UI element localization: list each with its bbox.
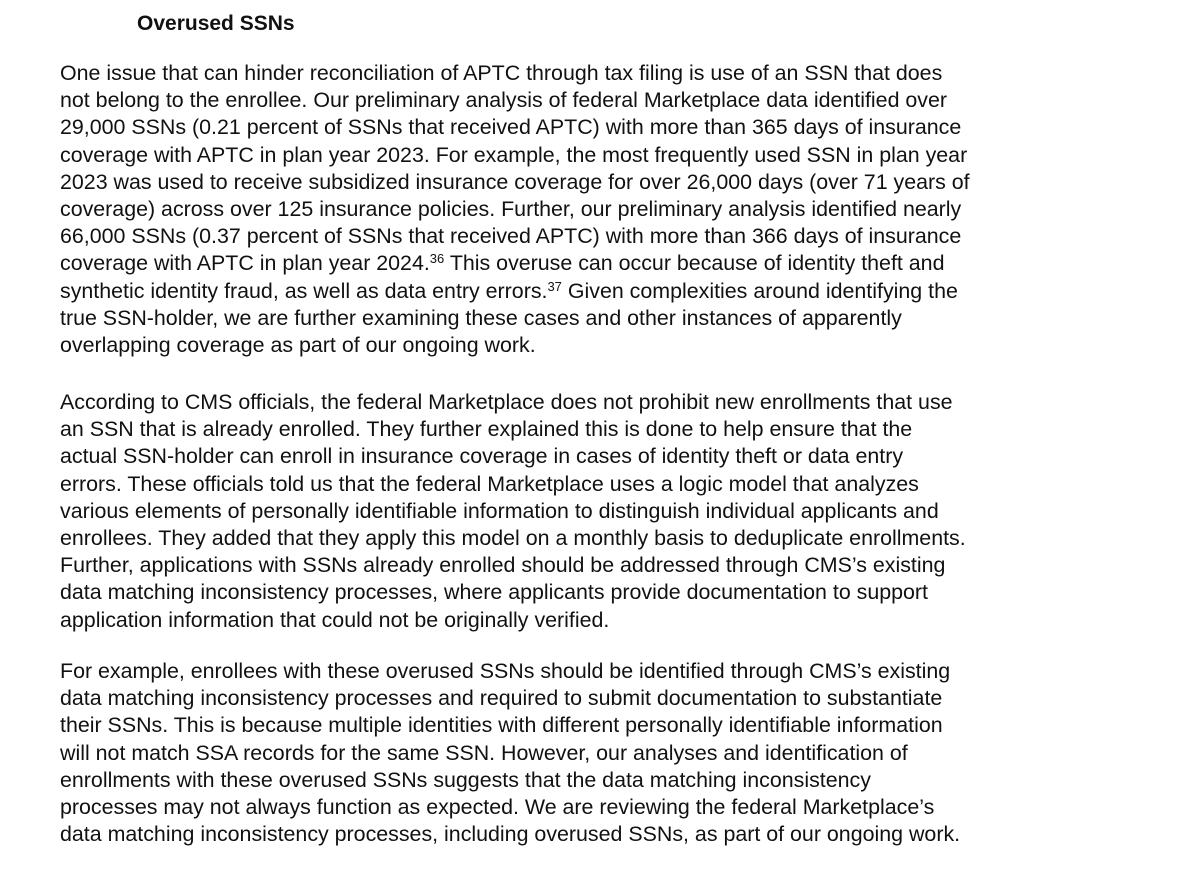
- paragraph-3: [60, 658, 1170, 848]
- text-line: enrollees. They added that they apply this model on a monthly basis to deduplicate enrollments.: [60, 526, 966, 551]
- text-line: coverage with APTC in plan year 2023. For example, the most frequently used SSN in plan year: [60, 142, 968, 167]
- text-line: 66,000 SSNs (0.37 percent of SSNs that received APTC) with more than 366 days of insurance: [60, 224, 962, 249]
- text-line: their SSNs. This is because multiple identities with different personally identifiable information: [60, 713, 943, 738]
- text-line: enrollments with these overused SSNs suggests that the data matching inconsistency: [60, 767, 871, 792]
- section-heading: Overused SSNs: [137, 12, 295, 35]
- text-line: application information that could not be originally verified.: [60, 607, 610, 632]
- text-line: not belong to the enrollee. Our preliminary analysis of federal Marketplace data identified over: [60, 88, 948, 113]
- text-line: various elements of personally identifiable information to distinguish individual applicants and: [60, 498, 939, 523]
- text-segment: This overuse can occur because of identity theft and: [444, 251, 945, 276]
- text-line: data matching inconsistency processes and required to submit documentation to substantiate: [60, 686, 943, 711]
- text-line: 2023 was used to receive subsidized insurance coverage for over 26,000 days (over 71 years of: [60, 169, 970, 194]
- text-segment: coverage with APTC in plan year 2024.: [60, 251, 430, 276]
- text-line: actual SSN-holder can enroll in insurance coverage in cases of identity theft or data entry: [60, 444, 904, 469]
- text-line: overlapping coverage as part of our ongoing work.: [60, 333, 536, 358]
- text-line: data matching inconsistency processes, including overused SSNs, as part of our ongoing work.: [60, 822, 961, 847]
- text-line: will not match SSA records for the same SSN. However, our analyses and identification of: [60, 740, 908, 765]
- text-segment: Given complexities around identifying the: [561, 278, 958, 303]
- paragraph-2: [60, 389, 1170, 634]
- text-line: For example, enrollees with these overused SSNs should be identified through CMS’s existing: [60, 659, 951, 683]
- text-line: data matching inconsistency processes, where applicants provide documentation to support: [60, 580, 929, 605]
- footnote-ref-37[interactable]: 37: [547, 278, 562, 294]
- text-line: According to CMS officials, the federal Marketplace does not prohibit new enrollments that use: [60, 390, 953, 414]
- text-line: errors. These officials told us that the federal Marketplace uses a logic model that analyzes: [60, 471, 919, 496]
- text-segment: synthetic identity fraud, as well as data entry errors.: [60, 278, 548, 303]
- text-line: an SSN that is already enrolled. They further explained this is done to help ensure that the: [60, 417, 913, 442]
- text-line: processes may not always function as expected. We are reviewing the federal Marketplace’s: [60, 795, 935, 820]
- footnote-ref-36[interactable]: 36: [429, 251, 445, 267]
- text-line: coverage) across over 125 insurance policies. Further, our preliminary analysis identified nearly: [60, 197, 962, 222]
- text-line: 29,000 SSNs (0.21 percent of SSNs that received APTC) with more than 365 days of insurance: [60, 115, 962, 140]
- text-line: One issue that can hinder reconciliation of APTC through tax filing is use of an SSN that does: [60, 61, 943, 85]
- text-line: [60, 250, 1170, 277]
- paragraph-1: [60, 60, 1170, 359]
- text-line: Further, applications with SSNs already enrolled should be addressed through CMS’s existing: [60, 553, 946, 578]
- text-line: true SSN-holder, we are further examining these cases and other instances of apparently: [60, 305, 902, 330]
- text-line: [60, 278, 1170, 305]
